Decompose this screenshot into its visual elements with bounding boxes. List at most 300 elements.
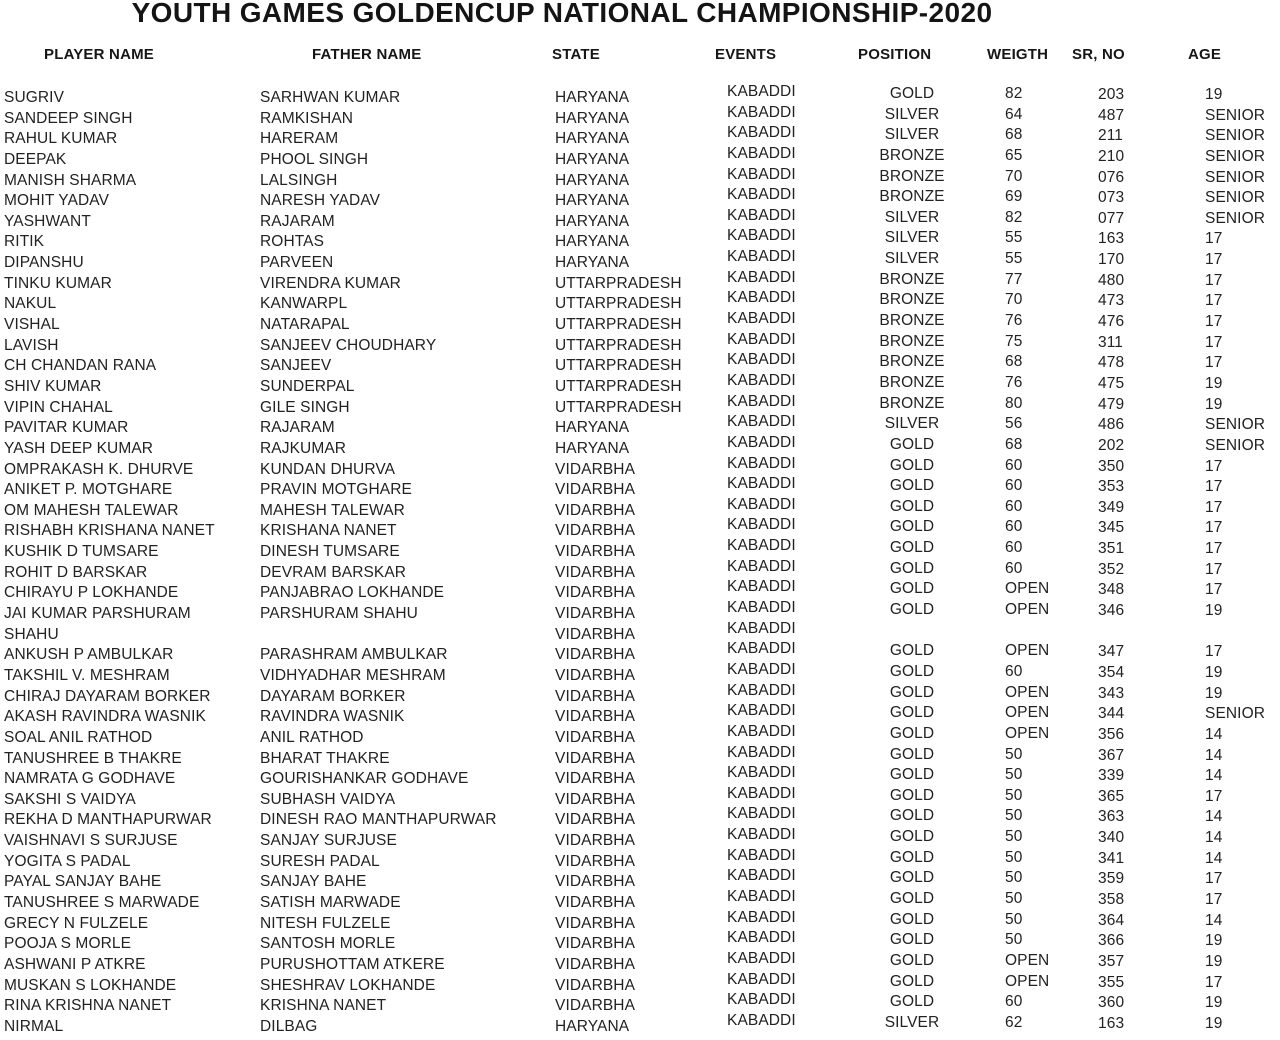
event-cell: KABADDI <box>727 887 796 905</box>
age-cell: 19 <box>1205 602 1223 620</box>
event-cell: KABADDI <box>727 619 796 637</box>
sr-no-cell: 163 <box>1098 1014 1125 1032</box>
weight-cell: 55 <box>1005 229 1023 247</box>
sr-no-cell: 077 <box>1098 209 1125 227</box>
column-header-age: AGE <box>1188 46 1222 63</box>
weight-cell: OPEN <box>1005 951 1050 969</box>
player-name-cell: SAKSHI S VAIDYA <box>4 790 136 808</box>
father-name-cell: PARVEEN <box>260 254 334 272</box>
player-name-cell: DIPANSHU <box>4 254 84 272</box>
father-name-cell: VIRENDRA KUMAR <box>260 274 401 292</box>
weight-cell: 55 <box>1005 250 1023 268</box>
event-cell: KABADDI <box>727 83 796 100</box>
player-name-cell: MOHIT YADAV <box>4 192 110 210</box>
player-name-cell: YASH DEEP KUMAR <box>4 439 154 457</box>
weight-cell: 60 <box>1005 662 1023 680</box>
sr-no-cell: 076 <box>1098 168 1125 186</box>
age-cell: 19 <box>1205 952 1223 970</box>
weight-cell: 50 <box>1005 910 1023 928</box>
weight-cell: 50 <box>1005 889 1023 907</box>
player-name-cell: RAHUL KUMAR <box>4 130 118 148</box>
state-cell: VIDARBHA <box>555 914 636 932</box>
player-name-cell: POOJA S MORLE <box>4 935 132 953</box>
event-cell: KABADDI <box>727 949 796 967</box>
state-cell: VIDARBHA <box>555 543 636 561</box>
sr-no-cell: 473 <box>1098 292 1125 310</box>
event-cell: KABADDI <box>727 537 796 555</box>
sr-no-cell: 353 <box>1098 478 1125 496</box>
father-name-cell: SURESH PADAL <box>260 852 380 870</box>
position-cell: GOLD <box>889 456 935 474</box>
event-cell: KABADDI <box>727 186 796 204</box>
weight-cell: 60 <box>1005 559 1023 577</box>
weight-cell: 68 <box>1005 353 1023 371</box>
state-cell: VIDARBHA <box>555 522 636 540</box>
weight-cell: 56 <box>1005 415 1023 433</box>
weight-cell: 76 <box>1005 312 1023 330</box>
position-cell: GOLD <box>889 477 935 495</box>
event-cell: KABADDI <box>727 784 796 802</box>
weight-cell: 60 <box>1005 518 1023 536</box>
event-cell: KABADDI <box>727 578 796 596</box>
age-cell: SENIOR <box>1205 106 1266 124</box>
column-header-position: POSITION <box>858 46 932 63</box>
sr-no-cell: 480 <box>1098 271 1125 289</box>
player-name-cell: SOAL ANIL RATHOD <box>4 728 153 746</box>
father-name-cell: SANJAY BAHE <box>260 873 367 891</box>
player-name-cell: DEEPAK <box>4 150 67 168</box>
player-name-cell: MUSKAN S LOKHANDE <box>4 976 177 994</box>
sr-no-cell: 366 <box>1098 932 1125 950</box>
sr-no-cell: 365 <box>1098 787 1125 805</box>
father-name-cell: KANWARPL <box>260 295 348 313</box>
position-cell: GOLD <box>889 848 935 866</box>
weight-cell: 60 <box>1005 993 1023 1011</box>
sr-no-cell: 487 <box>1098 106 1125 124</box>
age-cell: 19 <box>1205 86 1223 103</box>
weight-cell: 50 <box>1005 766 1023 784</box>
event-cell: KABADDI <box>727 1011 796 1029</box>
state-cell: VIDARBHA <box>555 687 636 705</box>
age-cell: 17 <box>1205 478 1223 496</box>
age-cell: SENIOR <box>1205 168 1266 186</box>
father-name-cell: SUBHASH VAIDYA <box>260 790 396 808</box>
sr-no-cell: 346 <box>1098 602 1125 620</box>
position-cell: GOLD <box>889 807 935 825</box>
event-cell: KABADDI <box>727 165 796 183</box>
state-cell: VIDARBHA <box>555 997 636 1015</box>
event-cell: KABADDI <box>727 929 796 947</box>
father-name-cell: GILE SINGH <box>260 398 350 416</box>
age-cell: 17 <box>1205 313 1223 331</box>
sr-no-cell: 311 <box>1098 333 1124 351</box>
player-name-cell: VAISHNAVI S SURJUSE <box>4 832 178 850</box>
player-name-cell: MANISH SHARMA <box>4 171 137 189</box>
father-name-cell: RAJKUMAR <box>260 439 347 457</box>
position-cell: GOLD <box>889 580 935 598</box>
sr-no-cell: 356 <box>1098 725 1125 743</box>
state-cell: UTTARPRADESH <box>555 274 682 292</box>
player-name-cell: NAMRATA G GODHAVE <box>4 770 176 788</box>
age-cell: 19 <box>1205 663 1223 681</box>
column-header-sr-no: SR, NO <box>1072 46 1125 63</box>
father-name-cell: LALSINGH <box>260 171 338 189</box>
state-cell: VIDARBHA <box>555 955 636 973</box>
event-cell: KABADDI <box>727 248 796 266</box>
state-cell: VIDARBHA <box>555 481 636 499</box>
player-name-cell: CHIRAYU P LOKHANDE <box>4 584 179 602</box>
father-name-cell: RAJARAM <box>260 212 335 230</box>
state-cell: VIDARBHA <box>555 770 636 788</box>
sr-no-cell: 341 <box>1098 849 1125 867</box>
position-cell: BRONZE <box>879 373 945 391</box>
age-cell: 19 <box>1205 994 1223 1012</box>
event-cell: KABADDI <box>727 289 796 307</box>
age-cell: 17 <box>1205 457 1223 475</box>
age-cell: 17 <box>1205 292 1223 310</box>
state-cell: VIDARBHA <box>555 935 636 953</box>
player-name-cell: OM MAHESH TALEWAR <box>4 501 179 519</box>
age-cell: 19 <box>1205 684 1223 702</box>
player-name-cell: SHIV KUMAR <box>4 377 102 395</box>
age-cell: 14 <box>1205 725 1223 743</box>
event-cell: KABADDI <box>727 640 796 658</box>
event-cell: KABADDI <box>727 970 796 988</box>
position-cell: BRONZE <box>879 188 945 206</box>
position-cell: SILVER <box>884 250 940 268</box>
weight-cell: 68 <box>1005 435 1023 453</box>
position-cell: BRONZE <box>879 146 945 164</box>
weight-cell: OPEN <box>1005 724 1050 742</box>
state-cell: VIDARBHA <box>555 563 636 581</box>
age-cell: 17 <box>1205 560 1223 578</box>
age-cell: 14 <box>1205 746 1223 764</box>
weight-cell: 65 <box>1005 146 1023 164</box>
age-cell: SENIOR <box>1205 147 1266 165</box>
state-cell: VIDARBHA <box>555 625 636 643</box>
father-name-cell: PARASHRAM AMBULKAR <box>260 646 448 664</box>
father-name-cell: ANIL RATHOD <box>260 728 364 746</box>
father-name-cell: PHOOL SINGH <box>260 150 369 168</box>
sr-no-cell: 478 <box>1098 354 1125 372</box>
player-name-cell: ANIKET P. MOTGHARE <box>4 481 173 499</box>
weight-cell: 76 <box>1005 373 1023 391</box>
weight-cell: OPEN <box>1005 704 1050 722</box>
father-name-cell: PANJABRAO LOKHANDE <box>260 584 445 602</box>
weight-cell: 70 <box>1005 167 1023 185</box>
position-cell: BRONZE <box>879 332 945 350</box>
weight-cell: 50 <box>1005 786 1023 804</box>
state-cell: UTTARPRADESH <box>555 377 682 395</box>
father-name-cell: VIDHYADHAR MESHRAM <box>260 666 446 684</box>
sr-no-cell: 476 <box>1098 313 1125 331</box>
document-title: YOUTH GAMES GOLDENCUP NATIONAL CHAMPIONSHIP-2020 <box>131 0 993 28</box>
table-row <box>0 599 1280 625</box>
event-cell: KABADDI <box>727 433 796 451</box>
age-cell: 17 <box>1205 643 1223 661</box>
age-cell: SENIOR <box>1205 705 1266 723</box>
father-name-cell: DINESH TUMSARE <box>260 543 400 561</box>
position-cell: GOLD <box>889 704 935 722</box>
weight-cell: 75 <box>1005 332 1023 350</box>
weight-cell: 50 <box>1005 869 1023 887</box>
position-cell: SILVER <box>884 126 940 144</box>
sr-no-cell: 360 <box>1098 994 1125 1012</box>
player-name-cell: AKASH RAVINDRA WASNIK <box>4 708 206 726</box>
father-name-cell: KRISHANA NANET <box>260 522 397 540</box>
position-cell: BRONZE <box>879 167 945 185</box>
event-cell: KABADDI <box>727 330 796 348</box>
position-cell: SILVER <box>884 105 940 123</box>
sr-no-cell: 163 <box>1098 230 1125 248</box>
table-row <box>0 1011 1280 1038</box>
state-cell: VIDARBHA <box>555 790 636 808</box>
state-cell: HARYANA <box>555 171 630 189</box>
position-cell: SILVER <box>884 208 940 226</box>
event-cell: KABADDI <box>727 103 796 121</box>
state-cell: HARYANA <box>555 130 630 148</box>
state-cell: VIDARBHA <box>555 811 636 829</box>
age-cell: 17 <box>1205 251 1223 269</box>
column-header-player-name: PLAYER NAME <box>44 46 154 63</box>
age-cell: SENIOR <box>1205 127 1266 145</box>
position-cell: GOLD <box>889 869 935 887</box>
event-cell: KABADDI <box>727 268 796 286</box>
sr-no-cell: 367 <box>1098 746 1125 764</box>
state-cell: VIDARBHA <box>555 460 636 478</box>
player-name-cell: YOGITA S PADAL <box>4 852 131 870</box>
age-cell: 19 <box>1205 1014 1223 1032</box>
table-header-row <box>0 46 1280 63</box>
weight-cell: OPEN <box>1005 601 1050 619</box>
sr-no-cell: 339 <box>1098 767 1125 785</box>
player-name-cell: SHAHU <box>4 625 59 643</box>
sr-no-cell: 357 <box>1098 952 1125 970</box>
sr-no-cell: 358 <box>1098 890 1125 908</box>
state-cell: HARYANA <box>555 150 630 168</box>
state-cell: HARYANA <box>555 439 630 457</box>
sr-no-cell: 344 <box>1098 705 1125 723</box>
state-cell: UTTARPRADESH <box>555 316 682 334</box>
sr-no-cell: 210 <box>1098 147 1125 165</box>
event-cell: KABADDI <box>727 599 796 617</box>
player-name-cell: CHIRAJ DAYARAM BORKER <box>4 687 211 705</box>
state-cell: VIDARBHA <box>555 666 636 684</box>
player-name-cell: RITIK <box>4 233 45 251</box>
player-name-cell: CH CHANDAN RANA <box>4 357 157 375</box>
state-cell: VIDARBHA <box>555 708 636 726</box>
sr-no-cell: 355 <box>1098 973 1125 991</box>
age-cell: 14 <box>1205 808 1223 826</box>
position-cell: GOLD <box>889 518 935 536</box>
position-cell: SILVER <box>884 229 940 247</box>
position-cell: GOLD <box>889 662 935 680</box>
player-name-cell: ASHWANI P ATKRE <box>4 955 146 973</box>
event-cell: KABADDI <box>727 454 796 472</box>
state-cell: VIDARBHA <box>555 584 636 602</box>
state-cell: VIDARBHA <box>555 728 636 746</box>
age-cell: 17 <box>1205 540 1223 558</box>
father-name-cell: SARHWAN KUMAR <box>260 89 401 106</box>
age-cell: SENIOR <box>1205 436 1266 454</box>
age-cell: 19 <box>1205 932 1223 950</box>
position-cell: GOLD <box>889 559 935 577</box>
weight-cell: 77 <box>1005 270 1023 288</box>
age-cell: 17 <box>1205 498 1223 516</box>
father-name-cell: PRAVIN MOTGHARE <box>260 481 412 499</box>
state-cell: VIDARBHA <box>555 605 636 623</box>
father-name-cell: DINESH RAO MANTHAPURWAR <box>260 811 497 829</box>
age-cell: 19 <box>1205 374 1223 392</box>
father-name-cell: BHARAT THAKRE <box>260 749 390 767</box>
weight-cell: 62 <box>1005 1013 1023 1031</box>
position-cell: GOLD <box>889 786 935 804</box>
state-cell: VIDARBHA <box>555 832 636 850</box>
position-cell: BRONZE <box>879 270 945 288</box>
age-cell: 17 <box>1205 581 1223 599</box>
sr-no-cell: 170 <box>1098 251 1125 269</box>
event-cell: KABADDI <box>727 722 796 740</box>
age-cell: 17 <box>1205 230 1223 248</box>
weight-cell: 50 <box>1005 848 1023 866</box>
player-name-cell: KUSHIK D TUMSARE <box>4 543 159 561</box>
state-cell: VIDARBHA <box>555 749 636 767</box>
sr-no-cell: 340 <box>1098 829 1125 847</box>
position-cell: BRONZE <box>879 353 945 371</box>
player-name-cell: ANKUSH P AMBULKAR <box>4 646 174 664</box>
father-name-cell: RAMKISHAN <box>260 109 354 127</box>
state-cell: UTTARPRADESH <box>555 336 682 354</box>
position-cell: BRONZE <box>879 312 945 330</box>
father-name-cell: PARSHURAM SHAHU <box>260 605 418 623</box>
player-name-cell: PAYAL SANJAY BAHE <box>4 873 162 891</box>
position-cell: BRONZE <box>879 394 945 412</box>
sr-no-cell: 349 <box>1098 498 1125 516</box>
weight-cell: 50 <box>1005 807 1023 825</box>
weight-cell: 80 <box>1005 394 1023 412</box>
state-cell: UTTARPRADESH <box>555 357 682 375</box>
weight-cell: 69 <box>1005 188 1023 206</box>
father-name-cell: NARESH YADAV <box>260 192 381 210</box>
age-cell: 17 <box>1205 333 1223 351</box>
sr-no-cell: 354 <box>1098 663 1125 681</box>
state-cell: VIDARBHA <box>555 646 636 664</box>
state-cell: HARYANA <box>555 192 630 210</box>
weight-cell: OPEN <box>1005 683 1050 701</box>
weight-cell: 60 <box>1005 497 1023 515</box>
position-cell: GOLD <box>889 601 935 619</box>
sr-no-cell: 211 <box>1098 127 1124 145</box>
age-cell: 17 <box>1205 787 1223 805</box>
event-cell: KABADDI <box>727 371 796 389</box>
position-cell: GOLD <box>889 972 935 990</box>
player-name-cell: GRECY N FULZELE <box>4 914 149 932</box>
player-name-cell: OMPRAKASH K. DHURVE <box>4 460 194 478</box>
state-cell: VIDARBHA <box>555 873 636 891</box>
event-cell: KABADDI <box>727 991 796 1009</box>
father-name-cell: SUNDERPAL <box>260 377 355 395</box>
player-name-cell: JAI KUMAR PARSHURAM <box>4 605 191 623</box>
event-cell: KABADDI <box>727 475 796 493</box>
position-cell: GOLD <box>889 951 935 969</box>
event-cell: KABADDI <box>727 702 796 720</box>
father-name-cell: DEVRAM BARSKAR <box>260 563 407 581</box>
player-name-cell: LAVISH <box>4 336 59 354</box>
father-name-cell: SANJEEV CHOUDHARY <box>260 336 437 354</box>
state-cell: VIDARBHA <box>555 893 636 911</box>
position-cell: GOLD <box>889 993 935 1011</box>
sr-no-cell: 351 <box>1098 540 1125 558</box>
father-name-cell: HARERAM <box>260 130 339 148</box>
player-name-cell: TINKU KUMAR <box>4 274 112 292</box>
weight-cell: 50 <box>1005 828 1023 846</box>
age-cell: 14 <box>1205 829 1223 847</box>
father-name-cell: MAHESH TALEWAR <box>260 501 405 519</box>
position-cell: GOLD <box>889 85 935 102</box>
sr-no-cell: 350 <box>1098 457 1125 475</box>
father-name-cell: SATISH MARWADE <box>260 893 401 911</box>
player-name-cell: TANUSHREE S MARWADE <box>4 893 200 911</box>
weight-cell: 50 <box>1005 745 1023 763</box>
event-cell: KABADDI <box>727 227 796 245</box>
player-name-cell: NIRMAL <box>4 1017 64 1035</box>
age-cell: 17 <box>1205 870 1223 888</box>
weight-cell: 82 <box>1005 85 1023 102</box>
event-cell: KABADDI <box>727 660 796 678</box>
event-cell: KABADDI <box>727 846 796 864</box>
age-cell: 17 <box>1205 973 1223 991</box>
father-name-cell: GOURISHANKAR GODHAVE <box>260 770 469 788</box>
sr-no-cell: 343 <box>1098 684 1125 702</box>
event-cell: KABADDI <box>727 681 796 699</box>
father-name-cell: NITESH FULZELE <box>260 914 391 932</box>
position-cell: GOLD <box>889 683 935 701</box>
state-cell: HARYANA <box>555 109 630 127</box>
sr-no-cell: 486 <box>1098 416 1125 434</box>
state-cell: UTTARPRADESH <box>555 398 682 416</box>
event-cell: KABADDI <box>727 310 796 328</box>
age-cell: 17 <box>1205 354 1223 372</box>
event-cell: KABADDI <box>727 805 796 823</box>
player-name-cell: SUGRIV <box>4 89 65 106</box>
event-cell: KABADDI <box>727 516 796 534</box>
player-name-cell: RINA KRISHNA NANET <box>4 997 172 1015</box>
position-cell: GOLD <box>889 724 935 742</box>
position-cell: GOLD <box>889 745 935 763</box>
age-cell: 14 <box>1205 767 1223 785</box>
event-cell: KABADDI <box>727 826 796 844</box>
event-cell: KABADDI <box>727 743 796 761</box>
age-cell: SENIOR <box>1205 189 1266 207</box>
position-cell: SILVER <box>884 1013 940 1031</box>
column-header-father-name: FATHER NAME <box>312 46 422 63</box>
player-name-cell: RISHABH KRISHANA NANET <box>4 522 215 540</box>
event-cell: KABADDI <box>727 764 796 782</box>
event-cell: KABADDI <box>727 495 796 513</box>
father-name-cell: SANJAY SURJUSE <box>260 832 397 850</box>
sr-no-cell: 479 <box>1098 395 1125 413</box>
sr-no-cell: 345 <box>1098 519 1125 537</box>
sr-no-cell: 202 <box>1098 436 1125 454</box>
age-cell: 17 <box>1205 890 1223 908</box>
position-cell: GOLD <box>889 889 935 907</box>
weight-cell: 70 <box>1005 291 1023 309</box>
table-body <box>0 83 1280 1037</box>
event-cell: KABADDI <box>727 144 796 162</box>
position-cell: GOLD <box>889 910 935 928</box>
position-cell: GOLD <box>889 828 935 846</box>
sr-no-cell: 347 <box>1098 643 1125 661</box>
